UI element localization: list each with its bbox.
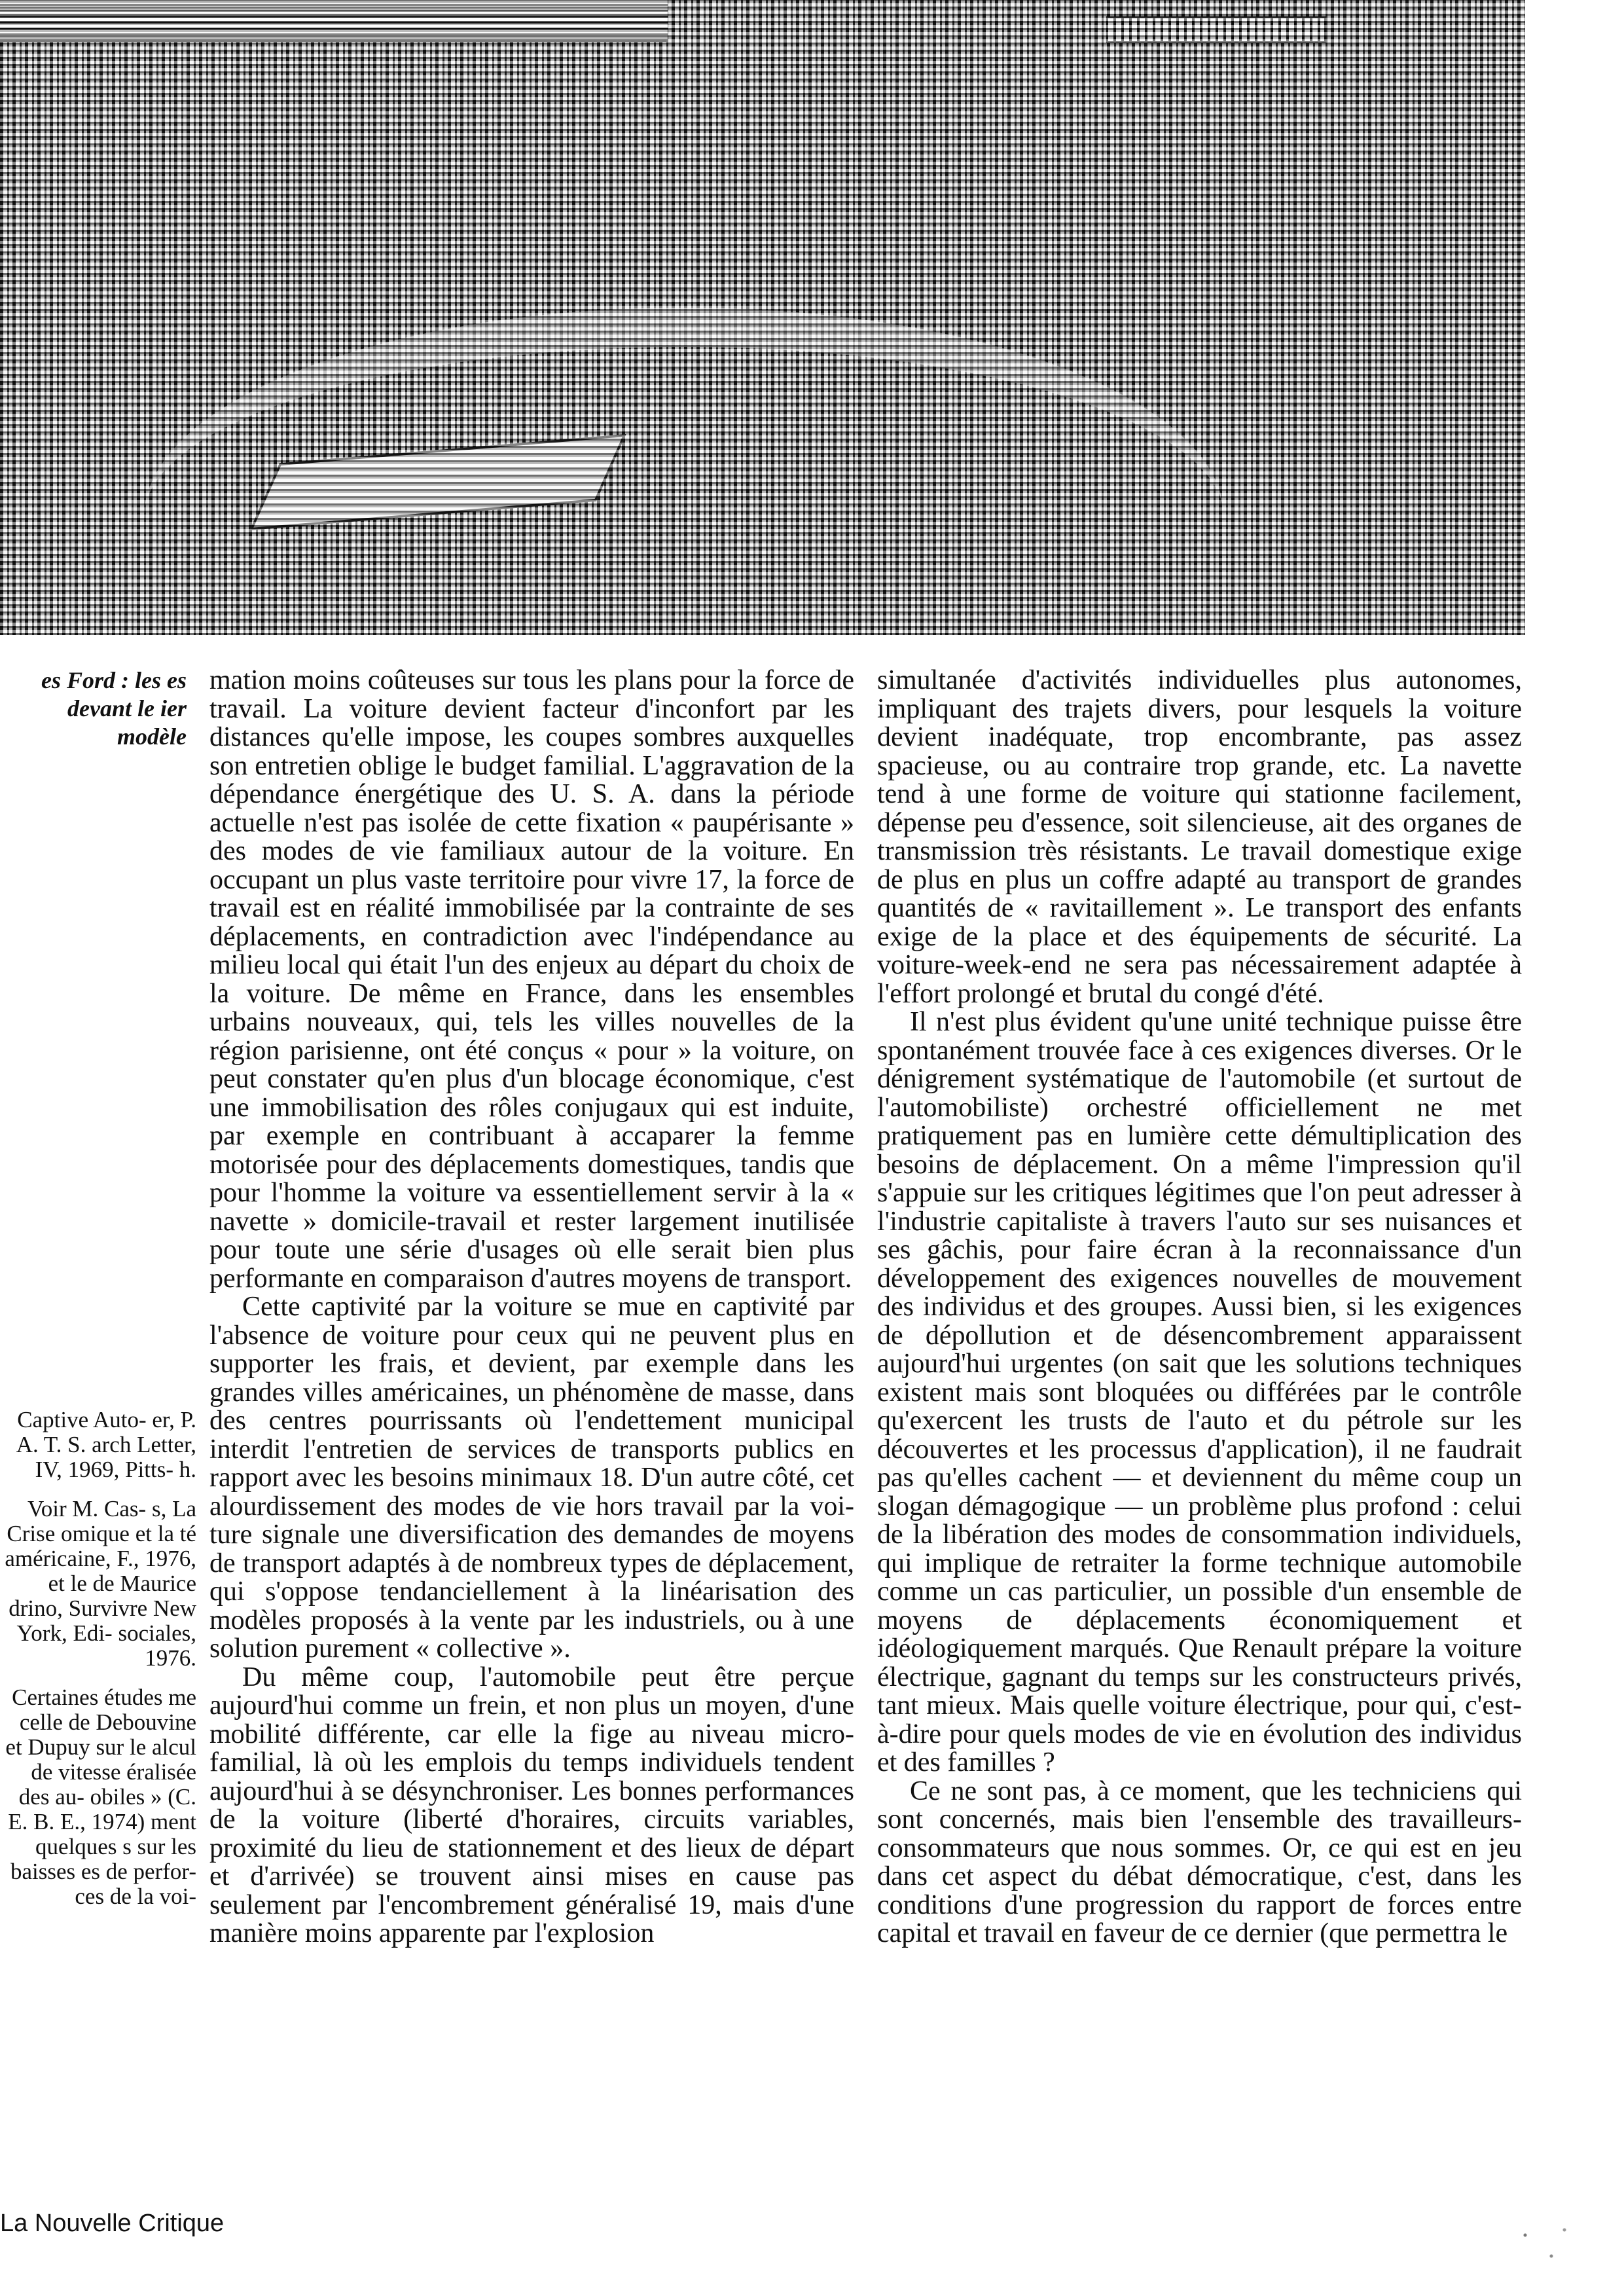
footnote: Certaines études me celle de Debouvine et Dupuy sur le alcul de vitesse éralisée des au- obiles » (C. E. B. E., 1974) ment quelques s sur les baisses es de perfor- ces de la voi- [5,1685,196,1909]
footnotes [0,1408,196,1923]
paragraph: mation moins coûteuses sur tous les plans pour la force de travail. La voiture devient facteur d'inconfort par les distances qu'elle impose, les coupes sombres auxquelles son entretien oblige le budget familial. L'aggravation de la dépendance énergétique des U. S. A. dans la période actuelle n'est pas isolée de cette fixation « paupérisante » des modes de vie familiaux autour de la voiture. En occupant un plus vaste territoire pour vivre 17, la force de travail est en réalité immobilisée par la contrainte de ses déplacements, en contradiction avec l'indépendance au milieu local qui était l'un des enjeux au départ du choix de la voiture. De même en France, dans les ensembles urbains nouveaux, qui, tels les villes nouvelles de la région parisienne, ont été conçus « pour » la voiture, on peut constater qu'en plus d'un blocage économique, c'est une immobilisation des rôles conjugaux qui est induite, par exemple en contribuant à accaparer la femme motorisée pour des déplacements domestiques, tandis que pour l'homme la voiture va essentiellement servir à la « navette » domicile-travail et rester largement inutilisée pour toute une série d'usages où elle serait bien plus performante en comparaison d'autres moyens de transport. [209,665,854,1294]
paragraph: Ce ne sont pas, à ce moment, que les techniciens qui sont concernés, mais bien l'ensemble des travailleurs-consommateurs que nous sommes. Or, ce qui est en jeu dans cet aspect du débat démocratique, c'est, dans les conditions d'une progression du rapport de forces entre capital et travail en faveur de ce dernier (que permettra le [877,1776,1522,1948]
footnote: Captive Auto- er, P. A. T. S. arch Letter, IV, 1969, Pitts- h. [16,1407,196,1482]
photo-figure [0,0,1525,635]
photo-caption: es Ford : les es devant le ier modèle [41,667,187,750]
paragraph: simultanée d'activités individuelles plus autonomes, impliquant des trajets divers, pour lesquels la voiture devient inadéquate, trop encombrante, pas assez spacieuse, ou au contraire trop grande, etc. La navette tend à une forme de voiture qui stationne facilement, dépense peu d'essence, soit silencieuse, ait des organes de transmission très résistants. Le travail domestique exige de plus en plus un coffre adapté au transport de grandes quantités de « ravitaillement ». Le transport des enfants exige de la place et des équipements de sécurité. La voiture-week-end ne sera pas nécessairement adaptée à l'effort prolongé et brutal du congé d'été. [877,665,1522,1009]
photo-halftone [0,0,1525,635]
paragraph: Du même coup, l'automobile peut être perçue aujourd'hui comme un frein, et non plus un moyen, d'une mobilité différente, car elle la fige au niveau micro-familial, là où les emplois du temps individuels tendent aujourd'hui à se désynchroniser. Les bonnes performances de la voiture (liberté d'horaires, circuits variables, proximité du lieu de stationnement et des lieux de départ et d'arrivée) se trouvent ainsi mises en cause pas seulement par l'encombrement généralisé 19, mais d'une manière moins apparente par l'explosion [209,1662,854,1948]
paragraph: Cette captivité par la voiture se mue en captivité par l'absence de voiture pour ceux qui ne peuvent plus en supporter les frais, et devient, par exemple dans les grandes villes américaines, un phénomène de masse, dans des centres pourrissants où l'endettement municipal interdit l'entretien de services de transports publics en rapport avec les besoins minimaux 18. D'un autre côté, cet alourdissement des modes de vie hors travail par la voiture signale une diversification des demandes de moyens de transport adaptés à de nombreux types de déplacement, qui s'oppose tendanciellement à la linéarisation des modèles proposés à la vente par les industriels, ou à une solution purement « collective ». [209,1292,854,1664]
text-column-2 [877,666,1522,1948]
text-column-1 [209,666,854,1948]
paragraph: Il n'est plus évident qu'une unité technique puisse être spontanément trouvée face à ces exigences diverses. Or le dénigrement systématique de l'automobile (et surtout de l'automobiliste) orchestré officiellement ne met pratiquement pas en lumière cette démultiplication des besoins de déplacement. On a même l'impression qu'il s'appuie sur les critiques légitimes que l'on peut adresser à l'industrie capitaliste à travers l'auto sur ses nuisances et ses gâchis, pour faire écran à la reconnaissance d'un développement des exigences nouvelles de mouvement des individus et des groupes. Aussi bien, si les exigences de dépollution et de désencombrement apparaissent aujourd'hui urgentes (on sait que les solutions techniques existent mais sont bloquées ou différées par le contrôle qu'exercent les trusts de l'auto et du pétrole sur les découvertes et les processus d'application), il ne faudrait pas qu'elles cachent — et deviennent du même coup un slogan démagogique — un problème plus profond : celui de la libération des modes de consommation individuels, qui implique de retraiter la forme technique automobile comme un cas particulier, un possible d'un ensemble de moyens de déplacements économiquement et idéologiquement marqués. Que Renault prépare la voiture électrique, gagnant du temps sur les constructeurs privés, tant mieux. Mais quelle voiture électrique, pour qui, c'est-à-dire pour quels modes de vie en évolution des individus et des familles ? [877,1007,1522,1777]
journal-title-footer: La Nouvelle Critique [0,2210,225,2237]
footnote: Voir M. Cas- s, La Crise omique et la té américaine, F., 1976, et le de Maurice drino, Survivre New York, Edi- sociales, 1976. [5,1496,196,1671]
scan-specks [1512,2219,1578,2272]
